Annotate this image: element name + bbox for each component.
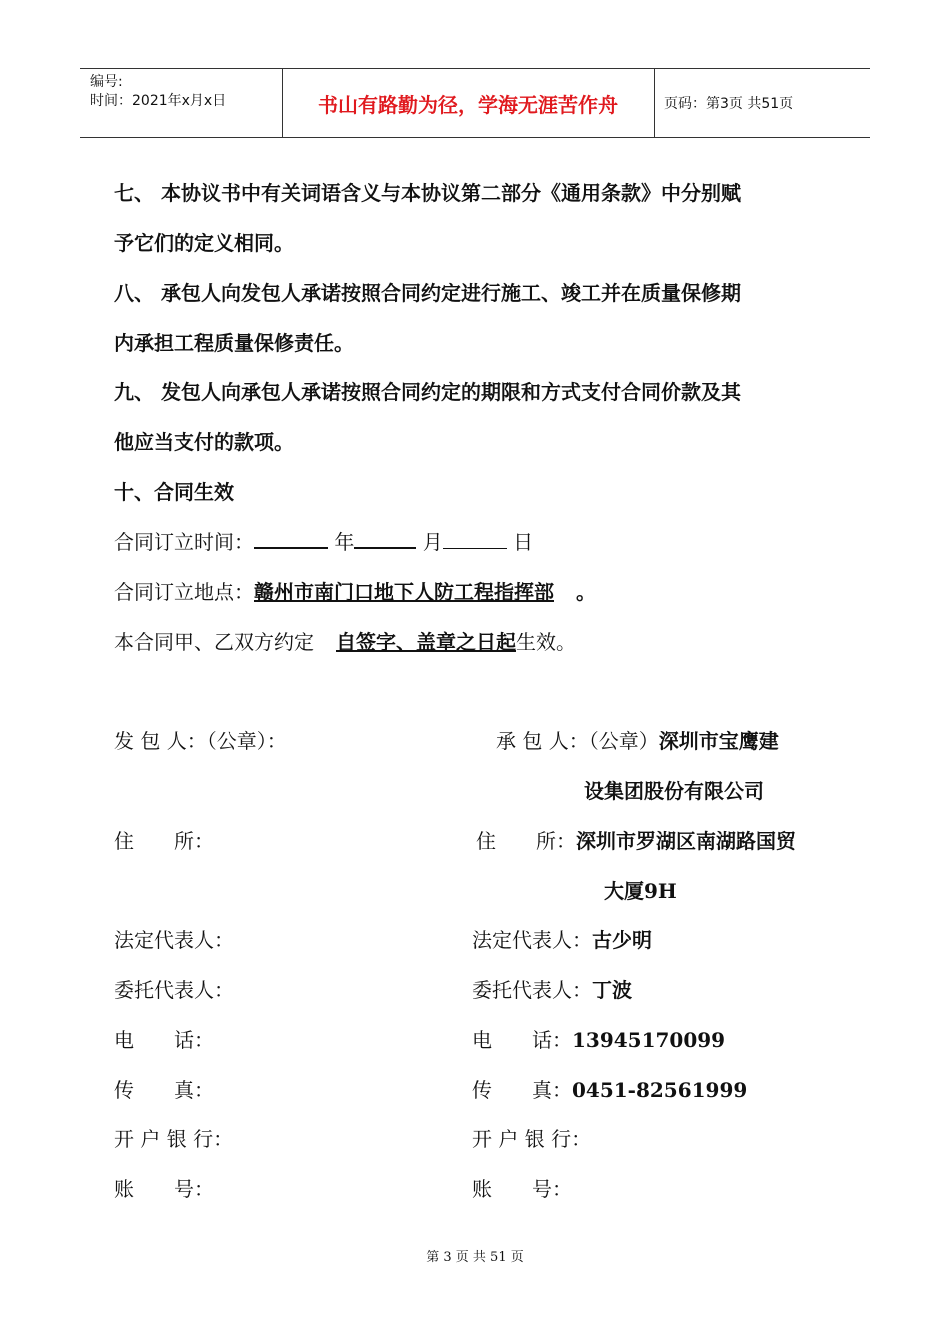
contractor-address-1: 深圳市罗湖区南湖路国贸 (576, 829, 796, 853)
contractor-label: 承 包 人：（公章） (496, 729, 659, 753)
contractor-phone-label: 电 话： (472, 1028, 572, 1052)
header-page-info: 页码：第3页 共51页 (664, 96, 794, 112)
contractor-bank-label: 开 户 银 行： (472, 1127, 592, 1151)
signing-place-value: 赣州市南门口地下人防工程指挥部 (254, 580, 554, 604)
contractor-legal-rep: 古少明 (592, 928, 652, 952)
contractor-address-2: 大厦9H (604, 879, 677, 903)
clause-9-line-1: 九、 发包人向承包人承诺按照合同约定的期限和方式支付合同价款及其 (114, 380, 741, 404)
contractor-agent-row (472, 965, 632, 1015)
header-meta (90, 73, 226, 111)
contractor-fax-row (472, 1065, 747, 1115)
employer-agent-label: 委托代表人： (114, 978, 234, 1002)
month-blank (354, 525, 416, 549)
agreement-suffix: 生效。 (516, 630, 576, 654)
contractor-legal-rep-row (472, 915, 652, 965)
contractor-fax: 0451-82561999 (572, 1078, 748, 1102)
clause-10-title: 十、合同生效 (114, 480, 234, 504)
clause-8-line-2: 内承担工程质量保修责任。 (114, 331, 354, 355)
year-label: 年 (334, 530, 355, 554)
contractor-address-row (476, 816, 796, 866)
signing-place-row (114, 567, 596, 617)
clause-7-line-1: 七、 本协议书中有关词语含义与本协议第二部分《通用条款》中分别赋 (114, 181, 741, 205)
agreement-prefix: 本合同甲、乙双方约定 (114, 630, 314, 654)
contractor-phone: 13945170099 (572, 1028, 726, 1052)
signing-place-underline-tail (554, 567, 576, 617)
employer-bank-label: 开 户 银 行： (114, 1127, 234, 1151)
header-divider (654, 69, 655, 137)
time-label: 时间：2021年x月x日 (90, 93, 227, 109)
month-label: 月 (422, 530, 443, 554)
document-header (80, 68, 870, 138)
employer-fax-label: 传 真： (114, 1078, 214, 1102)
contractor-fax-label: 传 真： (472, 1078, 572, 1102)
signing-place-end: 。 (576, 580, 596, 604)
contractor-account-label: 账 号： (472, 1177, 572, 1201)
clause-8-line-1: 八、 承包人向发包人承诺按照合同约定进行施工、竣工并在质量保修期 (114, 281, 741, 305)
contractor-agent: 丁波 (592, 978, 632, 1002)
signing-place-label: 合同订立地点： (114, 580, 254, 604)
employer-address-label: 住 所： (114, 829, 214, 853)
contractor-phone-row (472, 1015, 725, 1065)
year-blank (254, 525, 328, 549)
day-blank (443, 526, 507, 549)
employer-label: 发 包 人：（公章）： (114, 729, 287, 753)
contractor-legal-rep-label: 法定代表人： (472, 928, 592, 952)
contractor-name-2: 设集团股份有限公司 (584, 779, 764, 803)
employer-account-label: 账 号： (114, 1177, 214, 1201)
signing-time-label: 合同订立时间： (114, 530, 254, 554)
contractor-row (496, 716, 779, 766)
day-label: 日 (513, 530, 534, 554)
contractor-address-label: 住 所： (476, 829, 576, 853)
clause-7-line-2: 予它们的定义相同。 (114, 231, 294, 255)
page-footer: 第 3 页 共 51 页 (426, 1250, 524, 1265)
employer-phone-label: 电 话： (114, 1028, 214, 1052)
agreement-row (114, 617, 576, 667)
contractor-agent-label: 委托代表人： (472, 978, 592, 1002)
agreement-value: 自签字、盖章之日起 (336, 630, 516, 654)
employer-legal-rep-label: 法定代表人： (114, 928, 234, 952)
header-motto: 书山有路勤为径，学海无涯苦作舟 (318, 92, 618, 117)
number-label: 编号: (90, 74, 123, 90)
signing-time-row (114, 517, 533, 567)
contractor-name-1: 深圳市宝鹰建 (658, 729, 779, 753)
clause-9-line-2: 他应当支付的款项。 (114, 430, 294, 454)
agreement-underline-lead (314, 617, 336, 667)
